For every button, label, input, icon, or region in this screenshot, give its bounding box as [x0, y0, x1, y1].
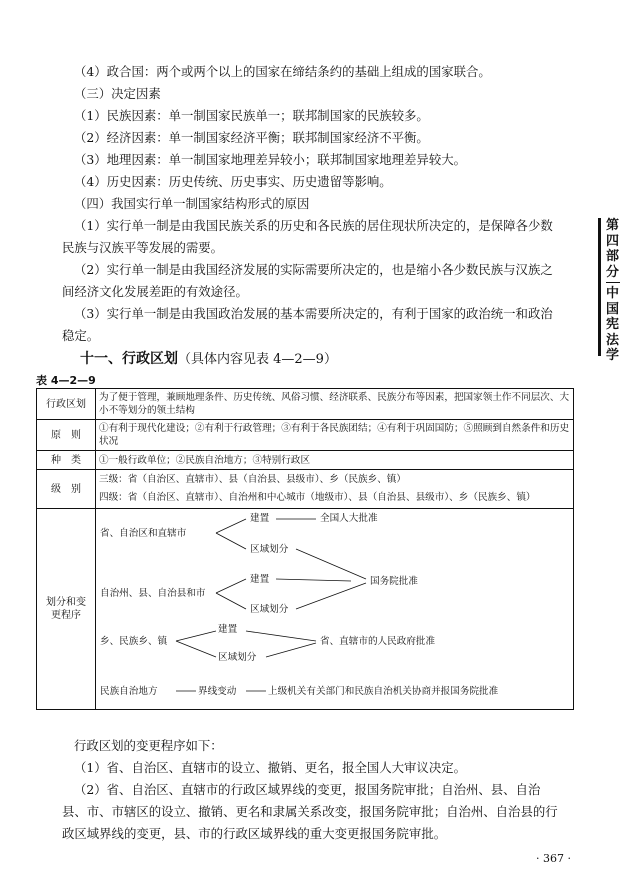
- paragraph: （4）历史因素：历史传统、历史事实、历史遗留等影响。: [74, 174, 392, 189]
- paragraph: （3）地理因素：单一制国家地理差异较小；联邦制国家地理差异较大。: [74, 152, 466, 167]
- paragraph: 间经济文化发展差距的有效途径。: [62, 284, 248, 299]
- sidebar-part: 第四部分: [606, 218, 620, 280]
- table-row: [37, 420, 574, 451]
- paragraph: （2）省、自治区、直辖市的行政区域界线的变更，报国务院审批；自治州、县、自治: [74, 782, 541, 797]
- g1-top-right: 全国人大批准: [320, 513, 378, 524]
- last-right: 上级机关有关部门和民族自治机关协商并报国务院批准: [268, 686, 499, 697]
- row-head: 原 则: [37, 420, 96, 451]
- paragraph: （2）经济因素：单一制国家经济平衡；联邦制国家经济不平衡。: [74, 130, 429, 145]
- level-four: 四级：省（自治区、直辖市）、自治州和中心城市（地级市）、县（自治县、县级市）、乡（民族乡、镇）: [99, 492, 536, 503]
- g2-top: 建置: [250, 574, 270, 585]
- paragraph: （1）实行单一制是由我国民族关系的历史和各民族的居住现状所决定的，是保障各少数: [74, 218, 553, 233]
- paragraph: （3）实行单一制是由我国政治发展的基本需要所决定的，有利于国家的政治统一和政治: [74, 306, 553, 321]
- page-number: · 367 ·: [536, 852, 571, 865]
- section-title: 十一、行政区划: [80, 351, 178, 367]
- section-subtitle: （具体内容见表 4—2—9）: [178, 352, 337, 367]
- division-table: [36, 388, 574, 710]
- sidebar-title: 中国宪法学: [606, 286, 620, 363]
- row-body: 为了便于管理，兼顾地理条件、历史传统、风俗习惯、经济联系、民族分布等因素，把国家领土作不同层次、大小不等划分的领土结构: [96, 389, 574, 420]
- row-head: 行政区划: [37, 389, 96, 420]
- paragraph: （2）实行单一制是由我国经济发展的实际需要所决定的，也是缩小各少数民族与汉族之: [74, 262, 553, 277]
- g2-left: 自治州、县、自治县和市: [100, 588, 206, 599]
- paragraph: （1）省、自治区、直辖市的设立、撤销、更名，报全国人大审议决定。: [74, 760, 466, 775]
- row-body: [96, 470, 574, 509]
- paragraph: 县、市、市辖区的设立、撤销、更名和隶属关系改变，报国务院审批；自治州、自治县的行: [62, 804, 558, 819]
- sidebar-bar: [598, 218, 601, 356]
- row-head: [37, 509, 96, 710]
- paragraph: （4）政合国：两个或两个以上的国家在缔结条约的基础上组成的国家联合。: [74, 64, 491, 79]
- table-row: [37, 389, 574, 420]
- sidebar-divider: [606, 282, 620, 283]
- g3-left: 乡、民族乡、镇: [100, 636, 168, 647]
- table-row: [37, 509, 574, 710]
- paragraph: 民族与汉族平等发展的需要。: [62, 240, 224, 255]
- process-head: 划分和变更程序: [46, 597, 86, 621]
- row-head: 级 别: [37, 470, 96, 509]
- process-diagram: [96, 509, 573, 709]
- row-body: ①有利于现代化建设；②有利于行政管理；③有利于各民族团结；④有利于巩固国防；⑤照顾到自然条件和历史状况: [96, 420, 574, 451]
- g1-left: 省、自治区和直辖市: [100, 528, 187, 539]
- row-body: ①一般行政单位；②民族自治地方；③特别行政区: [96, 451, 574, 470]
- g3-top: 建置: [218, 624, 238, 635]
- paragraph: 行政区划的变更程序如下：: [74, 738, 223, 753]
- g2-bottom: 区域划分: [250, 604, 289, 615]
- row-head: 种 类: [37, 451, 96, 470]
- g1-bottom: 区域划分: [250, 544, 289, 555]
- table-row: [37, 451, 574, 470]
- section-heading: [80, 348, 337, 368]
- table-label: 表 4—2—9: [36, 374, 96, 387]
- last-left: 民族自治地方: [100, 686, 158, 697]
- paragraph: （1）民族因素：单一制国家民族单一；联邦制国家的民族较多。: [74, 108, 429, 123]
- paragraph: 稳定。: [62, 328, 100, 343]
- process-cell: [96, 509, 574, 710]
- subheading: （三）决定因素: [74, 86, 161, 101]
- last-mid: 界线变动: [198, 686, 237, 697]
- table-row: [37, 470, 574, 509]
- level-three: 三级：省（自治区、直辖市）、县（自治县、县级市）、乡（民族乡、镇）: [99, 474, 406, 485]
- subheading: （四）我国实行单一制国家结构形式的原因: [74, 196, 310, 211]
- g12-right: 国务院批准: [370, 576, 418, 587]
- g3-bottom: 区域划分: [218, 652, 257, 663]
- g1-top: 建置: [250, 513, 270, 524]
- g3-right: 省、直辖市的人民政府批准: [320, 636, 436, 647]
- paragraph: 政区域界线的变更，县、市的行政区域界线的重大变更报国务院审批。: [62, 826, 447, 841]
